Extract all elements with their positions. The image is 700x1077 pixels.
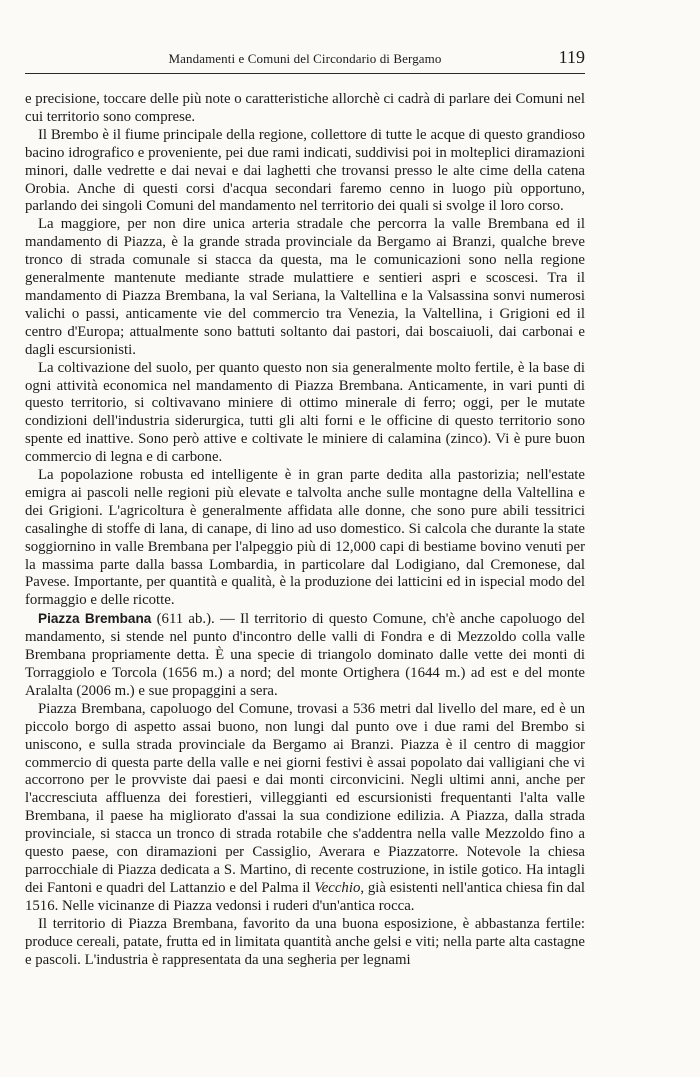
paragraph-roads: La maggiore, per non dire unica arteria stradale che percorra la valle Brembana ed il mandamento di Piazza, è la grande strada provinciale da Bergamo ai Branzi, qualche breve tronco di strada comunale si stacca da questa, ma le comunicazioni sono nella regione generalmente mantenute mediante strade mulattiere e sentieri aspri e scoscesi. Tra il mandamento di Piazza Brembana, la val Seriana, la Valtellina e la Valsassina sonvi numerosi valichi o passi, anticamente vie del commercio tra Venezia, la Valtellina, i Grigioni ed il centro d'Europa; attualmente sono battuti soltanto dai pastori, dai boscaiuoli, dai carbonai e dagli escursionisti. — [25, 216, 585, 358]
running-header — [25, 40, 585, 74]
paragraph-agriculture-mining: La coltivazione del suolo, per quanto questo non sia generalmente molto fertile, è la base di ogni attività economica nel mandamento di Piazza Brembana. Anticamente, in vari punti di questo territorio, si coltivavano miniere di ottimo minerale di ferro; oggi, per le mutate condizioni dell'industria siderurgica, tutti gli alti forni e le officine di questo territorio sono spente ed inattive. Sono però attive e coltivate le miniere di calamina (zinco). Vi è pure buon commercio di legna e di carbone. — [25, 359, 585, 466]
village-text-part2: , già esistenti nell'antica chiesa fin dal 1516. Nelle vicinanze di Piazza vedonsi i ruderi d'un'antica rocca. — [25, 879, 585, 914]
paragraph-continuation: e precisione, toccare delle più note o caratteristiche allorchè ci cadrà di parlare dei Comuni nel cui territorio sono comprese. — [25, 91, 585, 125]
paragraph-brembo-river: Il Brembo è il fiume principale della regione, collettore di tutte le acque di questo grandioso bacino idrografico e proveniente, pei due rami indicati, suddivisi poi in molteplici diramazioni minori, dalle vedrette e dai nevai e dai laghetti che trovansi presso le alte cime della catena Orobia. Anche di questi corsi d'acqua secondari faremo cenno in luogo più opportuno, parlando dei singoli Comuni del mandamento nel territorio dei quali si svolge il loro corso. — [25, 126, 585, 215]
paragraph-village-description — [25, 701, 585, 916]
village-text-part1: Piazza Brembana, capoluogo del Comune, trovasi a 536 metri dal livello del mare, ed è un piccolo borgo di aspetto assai buono, non lungi dal punto ove i due rami del Brembo si uniscono, e sulla strada provinciale da Bergamo ai Branzi. Piazza è il centro di maggior commercio di questa parte della valle e nei giorni festivi è assai popolato dai valligiani che vi accorrono per le provviste dai paesi e dai monti circonvicini. Negli ultimi anni, anche per l'accresciuta affluenza dei forestieri, villeggianti ed escursionisti frequentanti l'alta valle Brembana, il paese ha migliorato d'assai la sua condizione edilizia. A Piazza, dalla strada provinciale, si stacca un tronco di strada rotabile che s'addentra nella valle Mezzoldo fino a questo paese, con diramazioni per Cassiglio, Averara e Piazzatorre. Notevole la chiesa parrocchiale di Piazza dedicata a S. Martino, di recente costruzione, in istile gotico. Ha intagli dei Fantoni e quadri del Lattanzio e del Palma il — [25, 700, 585, 896]
italic-name: Vecchio — [314, 879, 361, 896]
paragraph-piazza-brembana-entry — [25, 610, 585, 701]
entry-heading: Piazza Brembana — [38, 611, 152, 627]
header-rule — [25, 73, 585, 74]
page-number: 119 — [558, 47, 585, 67]
entry-text: (611 ab.). — Il territorio di questo Comune, ch'è anche capoluogo del mandamento, si stende nel punto d'incontro delle valli di Fondra e di Mezzoldo colla valle Brembana propriamente detta. È una specie di triangolo dominato dalle vette dei monti di Torraggiolo e Torcola (1656 m.) a nord; del monte Ortighera (1644 m.) ad est e del monte Aralalta (2006 m.) e sue propaggini a sera. — [25, 611, 585, 699]
body-text — [25, 91, 585, 969]
paragraph-territory: Il territorio di Piazza Brembana, favorito da una buona esposizione, è abbastanza fertile: produce cereali, patate, frutta ed in limitata quantità anche gelsi e viti; nella parte alta castagne e pascoli. L'industria è rappresentata da una segheria per legnami — [25, 915, 585, 968]
running-header-title: Mandamenti e Comuni del Circondario di Bergamo — [168, 51, 442, 66]
paragraph-population: La popolazione robusta ed intelligente è in gran parte dedita alla pastorizia; nell'estate emigra ai pascoli nelle regioni più elevate e talvolta anche sulle montagne della Valtellina e dei Grigioni. L'agricoltura è generalmente affidata alle donne, che sono pure abili tessitrici casalinghe di stoffe di lana, di canape, di lino ad uso domestico. Si calcola che durante la state soggiornino in valle Brembana per l'alpeggio più di 12,000 capi di bestiame bovino venuti per la massima parte dalla bassa Lombardia, in particolare dal Lodigiano, dal Cremonese, dal Pavese. Importante, per quantità e qualità, è la produzione dei latticini ed in ispecial modo del formaggio e delle ricotte. — [25, 467, 585, 609]
